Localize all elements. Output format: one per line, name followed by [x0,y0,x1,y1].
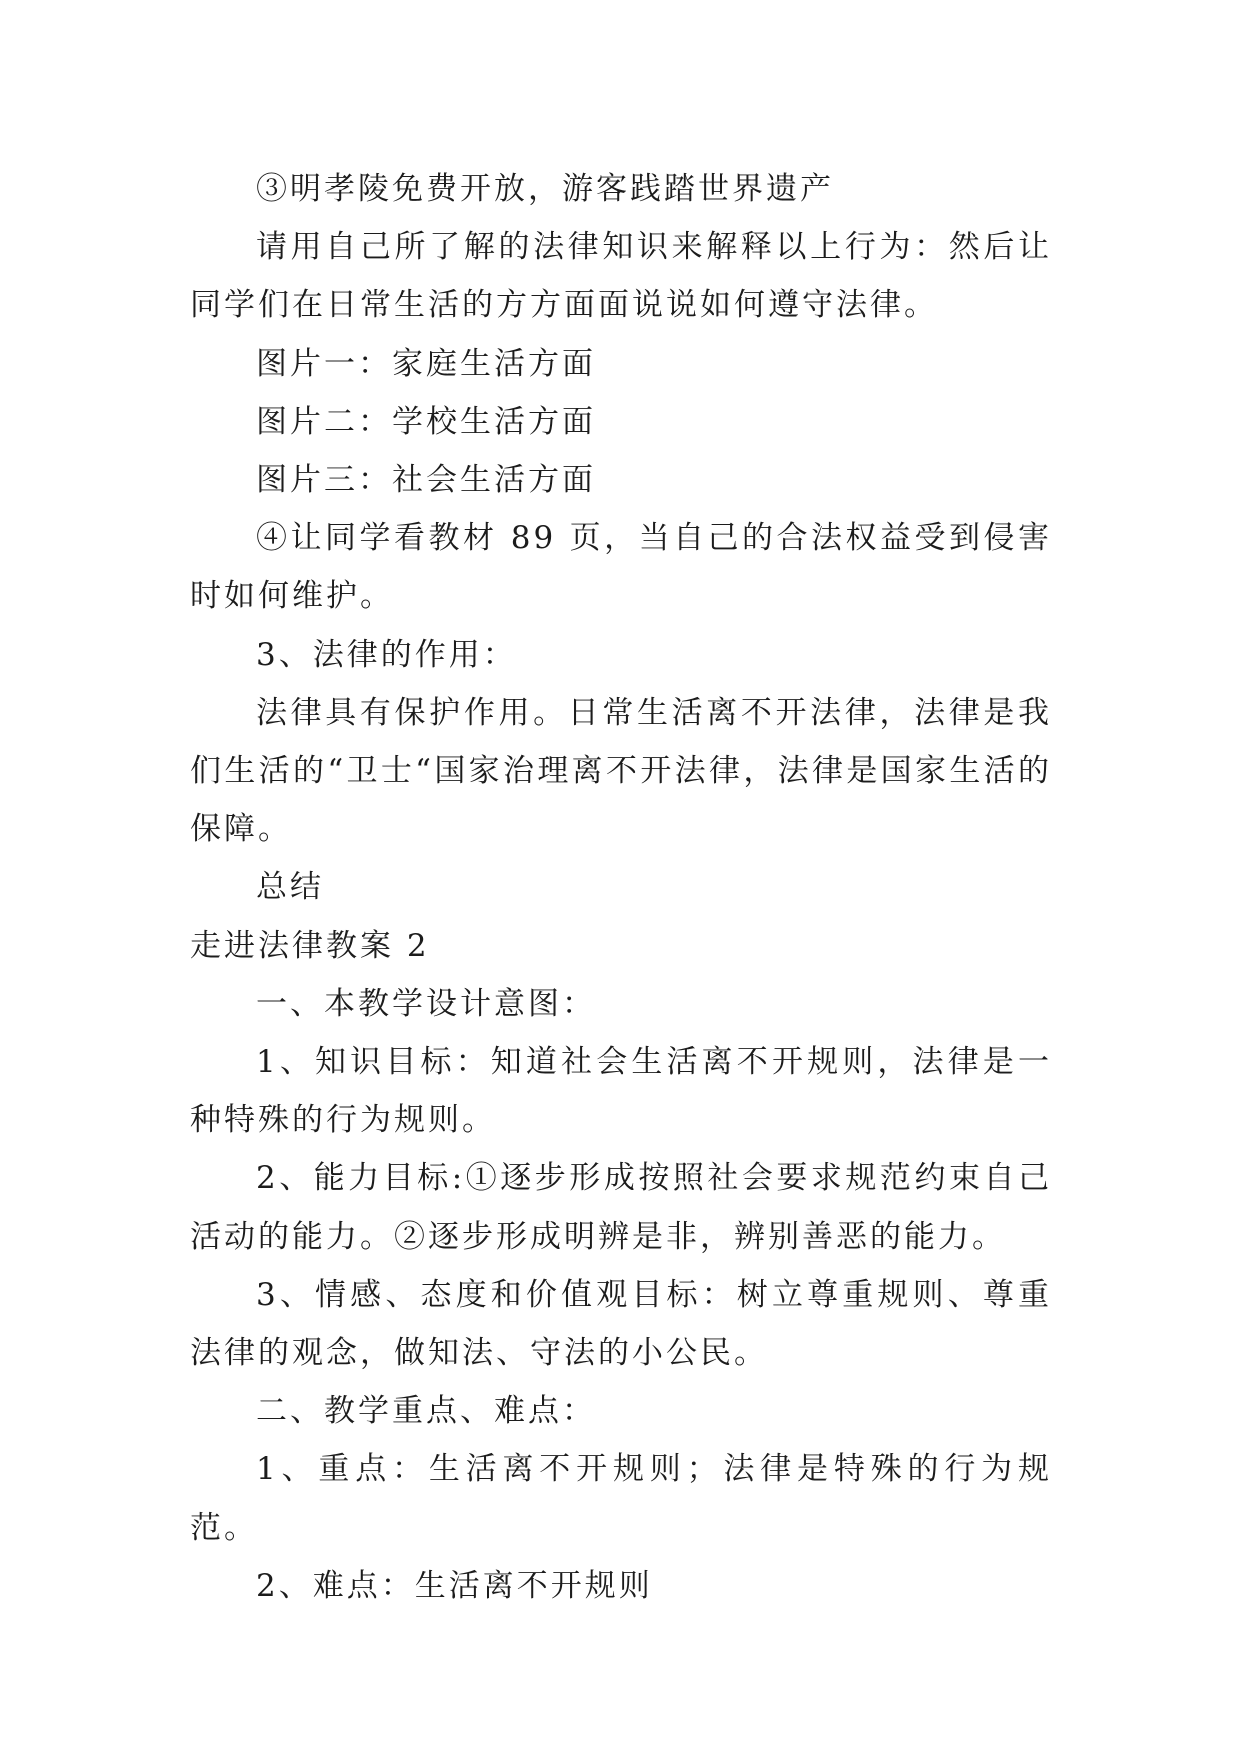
document-page [190,160,1052,1615]
section-heading: 一、本教学设计意图： [256,985,596,1022]
paragraph: ③明孝陵免费开放，游客践踏世界遗产 [256,171,834,207]
paragraph: 请用自己所了解的法律知识来解释以上行为：然后让同学们在日常生活的方方面面说说如何遵守法律。 [190,229,1052,324]
paragraph: 图片二：学校生活方面 [256,403,596,440]
paragraph: 2、难点：生活离不开规则 [256,1567,653,1604]
paragraph: 法律具有保护作用。日常生活离不开法律，法律是我们生活的“卫士“国家治理离不开法律，法律是国家生活的保障。 [190,694,1052,848]
paragraph: 3、情感、态度和价值观目标：树立尊重规则、尊重法律的观念，做知法、守法的小公民。 [190,1276,1052,1372]
document-title: 走进法律教案 2 [190,927,430,964]
section-heading: 3、法律的作用： [256,636,517,673]
paragraph: 图片一：家庭生活方面 [256,345,596,382]
paragraph: 1、重点：生活离不开规则；法律是特殊的行为规范。 [190,1451,1052,1546]
summary-heading: 总结 [256,869,324,906]
paragraph: 2、能力目标:①逐步形成按照社会要求规范约束自己活动的能力。②逐步形成明辨是非，辨别善恶的能力。 [190,1160,1052,1255]
paragraph: 1、知识目标：知道社会生活离不开规则，法律是一种特殊的行为规则。 [190,1044,1052,1139]
section-heading: 二、教学重点、难点： [256,1393,596,1430]
paragraph: ④让同学看教材 89 页，当自己的合法权益受到侵害时如何维护。 [190,520,1052,615]
paragraph: 图片三：社会生活方面 [256,462,596,499]
